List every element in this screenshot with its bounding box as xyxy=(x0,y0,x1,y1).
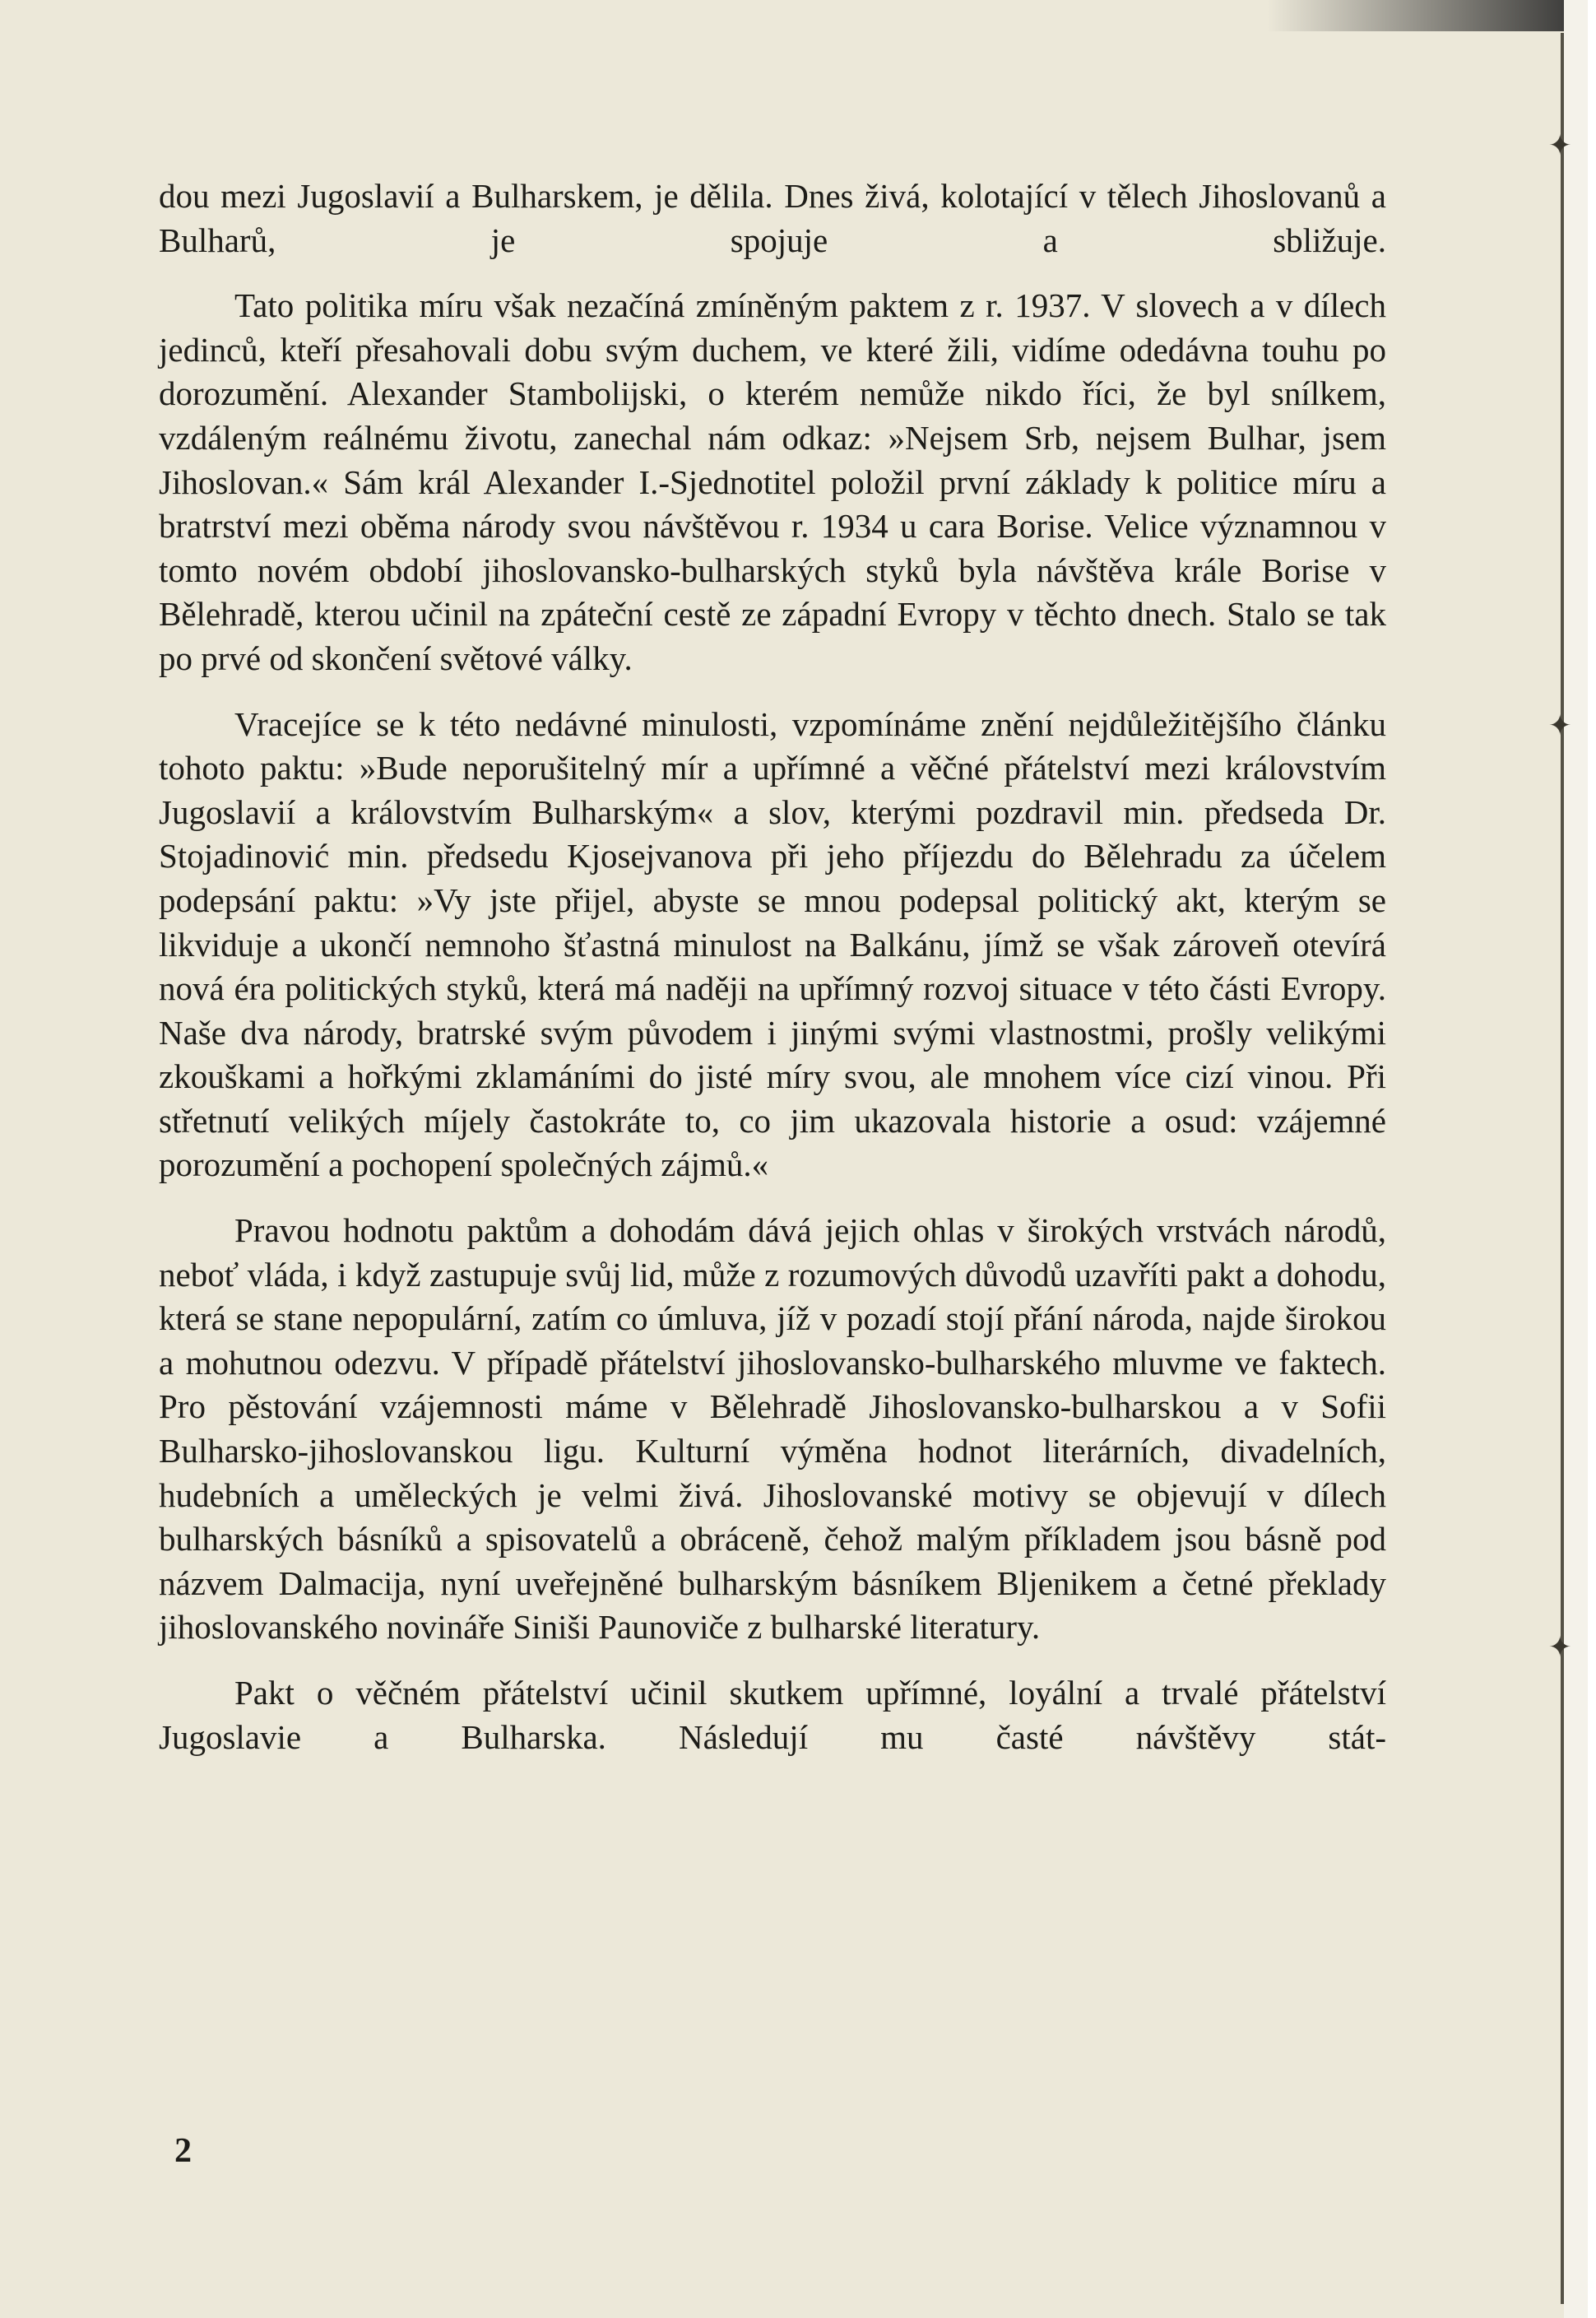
binding-edge xyxy=(1561,33,1564,2304)
scan-shadow xyxy=(1267,0,1588,31)
paragraph-peace-policy: Tato politika míru však nezačíná zmíněným paktem z r. 1937. V slovech a v dílech jedinců, kteří přesahovali dobu svým duchem, ve které žili, vidíme odedávna touhu po dorozumění. Alexander Stambolijski, o kterém nemůže nikdo říci, že byl snílkem, vzdáleným reálnému životu, zanechal nám odkaz: »Nejsem Srb, nejsem Bulhar, jsem Jihoslovan.« Sám král Alexander I.-Sjednotitel položil první základy k politice míru a bratrství mezi oběma národy svou návštěvou r. 1934 u cara Borise. Velice významnou v tomto novém období jihoslovansko-bulharských styků byla návštěva krále Borise v Bělehradě, kterou učinil na zpáteční cestě ze západní Evropy v těchto dnech. Stalo se tak po prvé od skončení světové války. xyxy=(159,286,1386,677)
binding-margin xyxy=(1564,0,1588,2318)
paragraph-pact-article: Vracejíce se k této nedávné minulosti, vzpomínáme znění nejdůležitějšího článku tohoto paktu: »Bude neporušitelný mír a upřímné a věčné přátelství mezi královstvím Jugoslavií a královstvím Bulharským« a slov, kterými pozdravil min. předseda Dr. Stojadinović min. předsedu Kjosejvanova při jeho příjezdu do Bělehradu za účelem podepsání paktu: »Vy jste přijel, abyste se mnou podepsal politický akt, kterým se likviduje a ukončí nemnoho šťastná minulost na Balkánu, jímž se však zároveň otevírá nová éra politických styků, která má naději na upřímný rozvoj situace v této části Evropy. Naše dva národy, bratrské svým původem i jinými svými vlastnostmi, prošly velikými zkouškami a hořkými zklamáními do jisté míry svou, ale mnohem více cizí vinou. Při střetnutí velikých míjely častokráte to, co jim ukazovala historie a osud: vzájemné porozumění a pochopení společných zájmů.« xyxy=(159,704,1386,1184)
binding-stitch-icon: ✦ xyxy=(1548,129,1572,162)
paragraph-continuation: dou mezi Jugoslavií a Bulharskem, je dělila. Dnes živá, kolotající v tělech Jihoslovanů a Bulharů, je spojuje a sbližuje. xyxy=(159,177,1386,259)
page-number: 2 xyxy=(174,2132,192,2170)
paragraph-friendship: Pakt o věčném přátelství učinil skutkem upřímné, loyální a trvalé přátelství Jugoslavie a Bulharska. Následují mu časté návštěvy stát- xyxy=(159,1674,1386,1756)
paragraph-public-response: Pravou hodnotu paktům a dohodám dává jejich ohlas v širokých vrstvách národů, neboť vláda, i když zastupuje svůj lid, může z rozumových důvodů uzavříti pakt a dohodu, která se stane nepopulární, zatím co úmluva, jíž v pozadí stojí přání národa, najde širokou a mohutnou odezvu. V případě přátelství jihoslovansko-bulharského mluvme ve faktech. Pro pěstování vzájemnosti máme v Bělehradě Jihoslovansko-bulharskou a v Sofii Bulharsko-jihoslovanskou ligu. Kulturní výměna hodnot literárních, divadelních, hudebních a uměleckých je velmi živá. Jihoslovanské motivy se objevují v dílech bulharských básníků a spisovatelů a obráceně, čehož malým příkladem jsou básně pod názvem Dalmacija, nyní uveřejněné bulharským básníkem Bljenikem a četné překlady jihoslovanského novináře Siniši Paunoviče z bulharské literatury. xyxy=(159,1211,1386,1647)
binding-stitch-icon: ✦ xyxy=(1548,1631,1572,1664)
binding-stitch-icon: ✦ xyxy=(1548,709,1572,742)
body-text xyxy=(159,174,1386,1781)
